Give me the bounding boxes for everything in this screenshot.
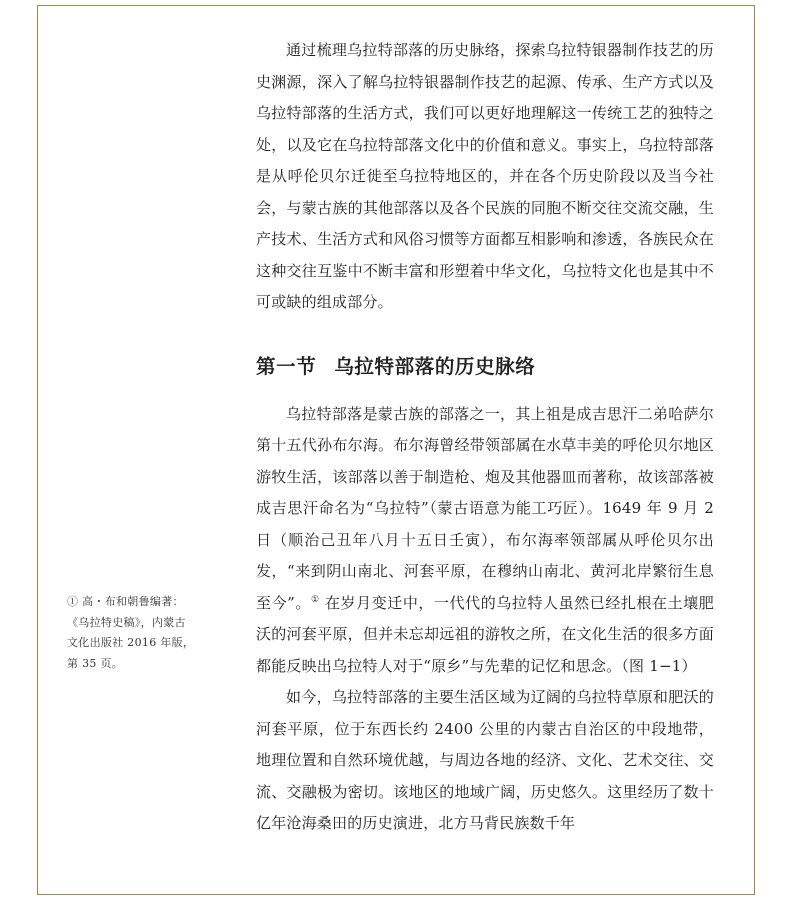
paragraph-1-text-after-ref: 在岁月变迁中，一代代的乌拉特人虽然已经扎根在土壤肥沃的河套平原，但并未忘却远祖的游牧之所，在文化生活的很多方面都能反映出乌拉特人对于“原乡”与先辈的记忆和思念。（图 1−1）: [256, 593, 714, 675]
section-paragraph-2: 如今，乌拉特部落的主要生活区域为辽阔的乌拉特草原和肥沃的河套平原，位于东西长约 2400 公里的内蒙古自治区的中段地带，地理位置和自然环境优越，与周边各地的经济、文化、艺术交往、交流、交融极为密切。该地区的地域广阔，历史悠久。这里经历了数十亿年沧海桑田的历史演进，北方马背民族数千年: [256, 688, 714, 832]
section-paragraph-1: [256, 399, 714, 683]
section-title: 乌拉特部落的历史脉络: [334, 354, 536, 378]
section-number: 第一节: [256, 354, 317, 378]
intro-paragraph: 通过梳理乌拉特部落的历史脉络，探索乌拉特银器制作技艺的历史渊源，深入了解乌拉特银器制作技艺的起源、传承、生产方式以及乌拉特部落的生活方式，我们可以更好地理解这一传统工艺的独特之处，以及它在乌拉特部落文化中的价值和意义。事实上，乌拉特部落是从呼伦贝尔迁徙至乌拉特地区的，并在各个历史阶段以及当今社会，与蒙古族的其他部落以及各个民族的同胞不断交往交流交融，生产技术、生活方式和风俗习惯等方面都互相影响和渗透，各族民众在这种交往互鉴中不断丰富和形塑着中华文化，乌拉特文化也是其中不可或缺的组成部分。: [256, 41, 714, 311]
section-heading: [256, 353, 714, 381]
footnote-reference[interactable]: ①: [310, 594, 320, 605]
footnote-text: ① 高・布和朝鲁编著：《乌拉特史稿》，内蒙古文化出版社 2016 年版，第 35 页。: [67, 595, 195, 670]
paragraph-1-text-before-ref: 乌拉特部落是蒙古族的部落之一，其上祖是成吉思汗二弟哈萨尔第十五代孙布尔海。布尔海曾经带领部属在水草丰美的呼伦贝尔地区游牧生活，该部落以善于制造枪、炮及其他器皿而著称，故该部落被成吉思汗命名为“乌拉特”（蒙古语意为能工巧匠）。1649 年 9 月 2 日（顺治己丑年八月十五日壬寅），布尔海率领部属从呼伦贝尔出发，“来到阴山南北、河套平原，在穆纳山南北、黄河北岸繁衍生息至今”。: [256, 404, 714, 612]
footnote: [67, 592, 197, 674]
main-text-column: [256, 35, 714, 840]
